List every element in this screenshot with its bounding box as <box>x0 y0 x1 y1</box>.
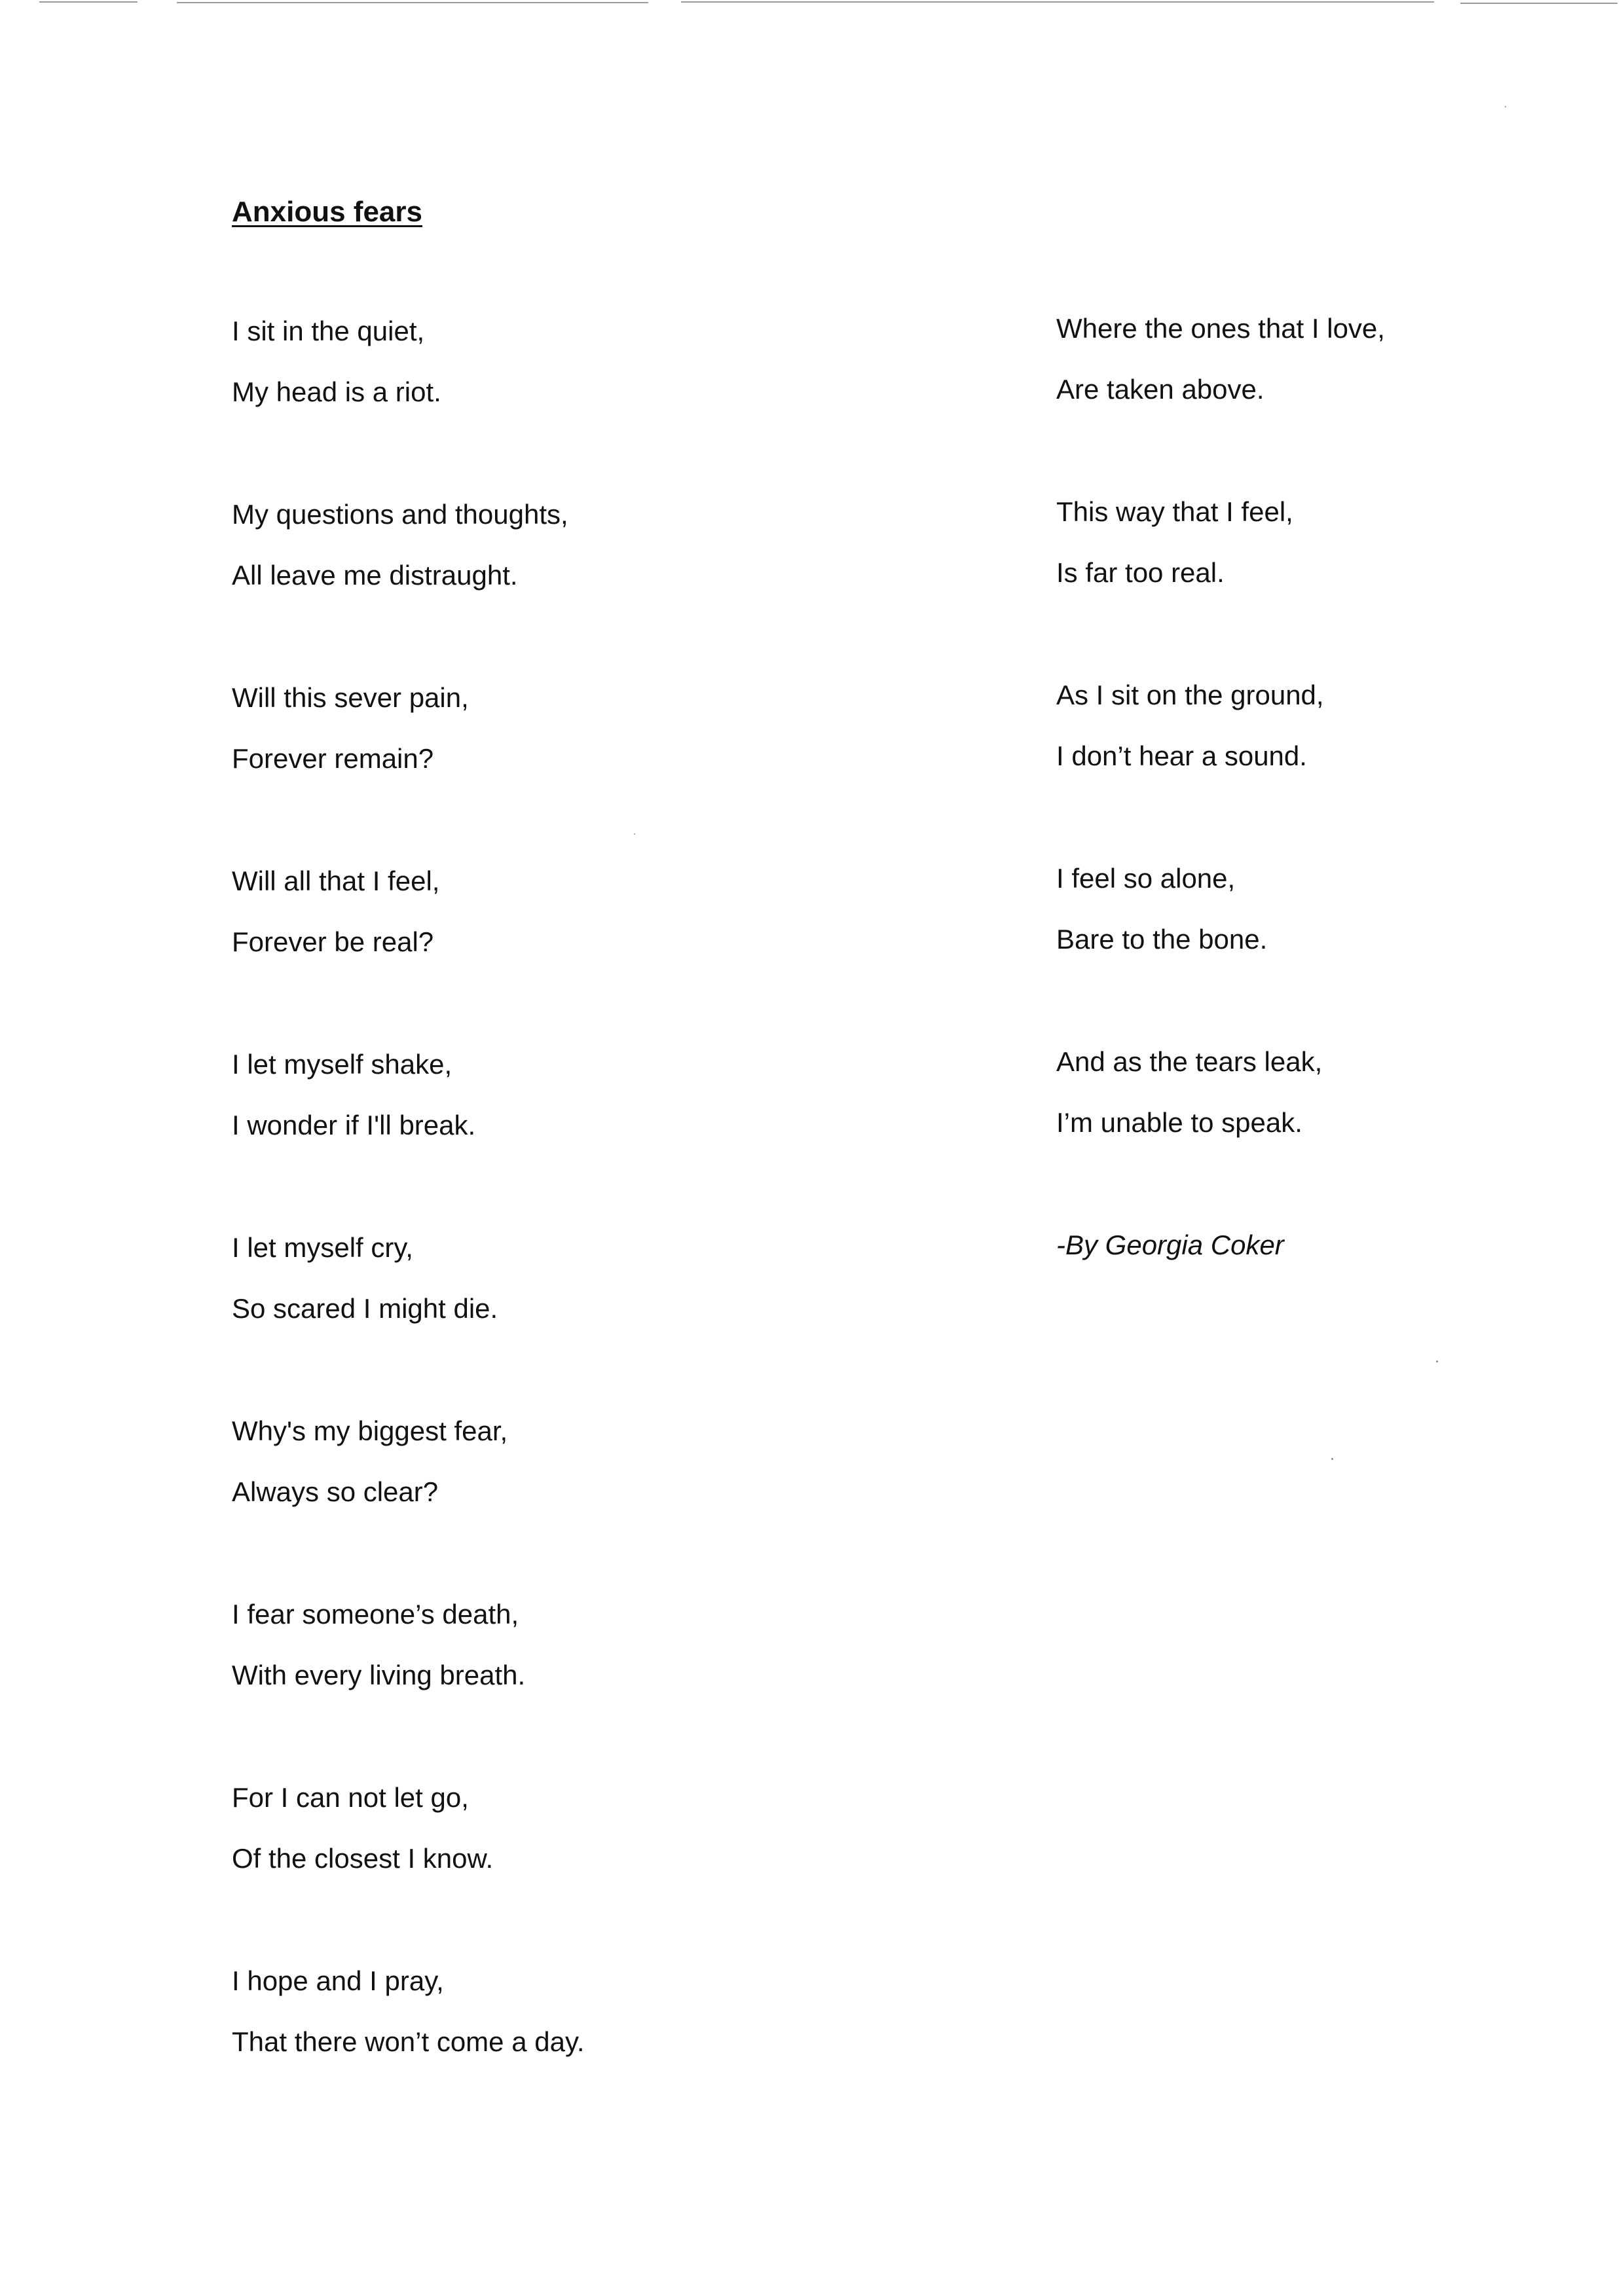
stanza <box>232 1230 585 1413</box>
poem-line: My head is a riot. <box>232 376 441 407</box>
poem-line: I fear someone’s death, <box>232 1599 519 1630</box>
poem-line: Forever be real? <box>232 926 434 957</box>
poem-line: I’m unable to speak. <box>1056 1107 1302 1138</box>
poem-line: Will this sever pain, <box>232 682 469 713</box>
poem-line: I don’t hear a sound. <box>1056 740 1307 771</box>
poem-left-column <box>232 313 585 2146</box>
poem-line: My questions and thoughts, <box>232 499 568 530</box>
scan-edge-line <box>0 0 1624 4</box>
stanza <box>1056 310 1385 494</box>
stanza <box>232 1779 585 1963</box>
scan-speck <box>1331 1458 1333 1460</box>
stanza <box>1056 860 1385 1044</box>
stanza <box>232 496 585 680</box>
poem-byline: -By Georgia Coker <box>1056 1230 1284 1260</box>
scan-speck <box>1505 106 1506 107</box>
stanza <box>232 863 585 1046</box>
stanza <box>232 680 585 863</box>
poem-title: Anxious fears <box>232 196 422 228</box>
poem-line: Bare to the bone. <box>1056 924 1268 955</box>
poem-line: And as the tears leak, <box>1056 1046 1323 1077</box>
poem-line: Will all that I feel, <box>232 866 440 896</box>
poem-line: I let myself shake, <box>232 1049 452 1080</box>
poem-line: All leave me distraught. <box>232 560 518 591</box>
poem-line: Forever remain? <box>232 743 434 774</box>
stanza <box>232 313 585 496</box>
poem-line: I let myself cry, <box>232 1232 413 1263</box>
stanza <box>232 1596 585 1779</box>
stanza <box>1056 1044 1385 1227</box>
poem-line: Why's my biggest fear, <box>232 1415 508 1446</box>
poem-line: Always so clear? <box>232 1476 439 1507</box>
poem-line: So scared I might die. <box>232 1293 498 1324</box>
scan-speck <box>634 833 635 835</box>
scan-speck <box>1436 1360 1438 1362</box>
poem-line: I sit in the quiet, <box>232 316 425 346</box>
poem-right-column <box>1056 310 1385 1264</box>
poem-line: Are taken above. <box>1056 374 1264 405</box>
poem-line: I wonder if I'll break. <box>232 1110 476 1140</box>
poem-line: Is far too real. <box>1056 557 1225 588</box>
poem-line: This way that I feel, <box>1056 496 1293 527</box>
poem-line: I feel so alone, <box>1056 863 1236 894</box>
poem-line: Of the closest I know. <box>232 1843 494 1874</box>
stanza <box>232 1046 585 1230</box>
stanza <box>232 1963 585 2146</box>
stanza <box>232 1413 585 1596</box>
poem-line: That there won’t come a day. <box>232 2026 585 2057</box>
poem-line: With every living breath. <box>232 1660 526 1690</box>
stanza <box>1056 677 1385 860</box>
poem-line: I hope and I pray, <box>232 1965 444 1996</box>
poem-line: For I can not let go, <box>232 1782 469 1813</box>
poem-line: As I sit on the ground, <box>1056 680 1324 710</box>
poem-line: Where the ones that I love, <box>1056 313 1385 344</box>
stanza <box>1056 494 1385 677</box>
